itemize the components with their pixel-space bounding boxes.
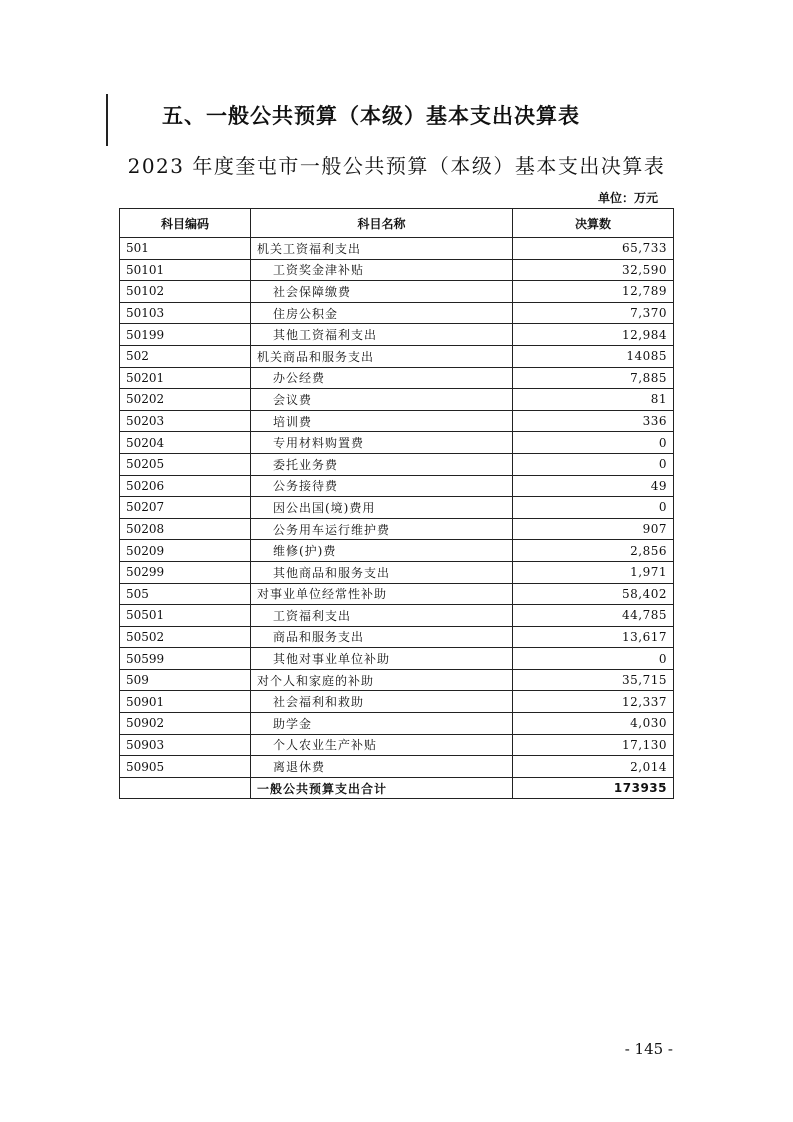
row-name: 维修(护)费: [251, 540, 513, 562]
row-code: 50103: [120, 302, 251, 324]
header-amount: 决算数: [513, 209, 674, 238]
total-code: [120, 777, 251, 799]
row-code: 509: [120, 669, 251, 691]
row-code: 50207: [120, 497, 251, 519]
table-row: [120, 734, 674, 756]
margin-bar: [106, 94, 108, 146]
total-row: [120, 777, 674, 799]
row-amount: 12,789: [513, 281, 674, 303]
row-name: 培训费: [251, 410, 513, 432]
row-name: 委托业务费: [251, 453, 513, 475]
row-name: 其他商品和服务支出: [251, 561, 513, 583]
row-name: 离退休费: [251, 756, 513, 778]
row-name: 公务用车运行维护费: [251, 518, 513, 540]
table-row: [120, 648, 674, 670]
table-row: [120, 345, 674, 367]
table-row: [120, 453, 674, 475]
row-amount: 12,337: [513, 691, 674, 713]
row-code: 50204: [120, 432, 251, 454]
row-name: 商品和服务支出: [251, 626, 513, 648]
table-row: [120, 410, 674, 432]
table-row: [120, 259, 674, 281]
row-name: 办公经费: [251, 367, 513, 389]
row-name: 机关工资福利支出: [251, 238, 513, 260]
row-code: 502: [120, 345, 251, 367]
table-row: [120, 367, 674, 389]
row-name: 公务接待费: [251, 475, 513, 497]
table-row: [120, 324, 674, 346]
row-name: 助学金: [251, 713, 513, 735]
row-amount: 0: [513, 648, 674, 670]
row-code: 50901: [120, 691, 251, 713]
table-row: [120, 281, 674, 303]
table-row: [120, 713, 674, 735]
table-row: [120, 302, 674, 324]
row-name: 其他工资福利支出: [251, 324, 513, 346]
table-row: [120, 497, 674, 519]
row-name: 因公出国(境)费用: [251, 497, 513, 519]
row-amount: 0: [513, 497, 674, 519]
table-title: 2023 年度奎屯市一般公共预算（本级）基本支出决算表: [127, 154, 666, 178]
row-code: 50299: [120, 561, 251, 583]
table-row: [120, 238, 674, 260]
table-header-row: [120, 209, 674, 238]
row-name: 对个人和家庭的补助: [251, 669, 513, 691]
row-amount: 0: [513, 432, 674, 454]
table-row: [120, 756, 674, 778]
row-amount: 1,971: [513, 561, 674, 583]
row-amount: 2,856: [513, 540, 674, 562]
page-number: - 145 -: [624, 1040, 673, 1058]
row-name: 住房公积金: [251, 302, 513, 324]
table-body: [120, 238, 674, 778]
section-heading: 五、一般公共预算（本级）基本支出决算表: [162, 104, 580, 128]
header-code: 科目编码: [120, 209, 251, 238]
row-amount: 35,715: [513, 669, 674, 691]
table-row: [120, 389, 674, 411]
row-code: 50102: [120, 281, 251, 303]
table-row: [120, 432, 674, 454]
budget-table: [119, 208, 674, 799]
row-amount: 336: [513, 410, 674, 432]
row-amount: 12,984: [513, 324, 674, 346]
row-amount: 65,733: [513, 238, 674, 260]
row-amount: 58,402: [513, 583, 674, 605]
header-name: 科目名称: [251, 209, 513, 238]
row-amount: 13,617: [513, 626, 674, 648]
row-code: 501: [120, 238, 251, 260]
unit-label: 单位：万元: [597, 191, 658, 205]
table-row: [120, 583, 674, 605]
row-amount: 49: [513, 475, 674, 497]
row-code: 50203: [120, 410, 251, 432]
row-code: 50205: [120, 453, 251, 475]
table-row: [120, 626, 674, 648]
row-code: 50501: [120, 605, 251, 627]
row-code: 50202: [120, 389, 251, 411]
table-row: [120, 540, 674, 562]
row-name: 机关商品和服务支出: [251, 345, 513, 367]
row-amount: 44,785: [513, 605, 674, 627]
row-amount: 17,130: [513, 734, 674, 756]
row-code: 50208: [120, 518, 251, 540]
row-amount: 0: [513, 453, 674, 475]
row-amount: 81: [513, 389, 674, 411]
row-name: 社会福利和救助: [251, 691, 513, 713]
row-code: 50206: [120, 475, 251, 497]
row-code: 50199: [120, 324, 251, 346]
row-name: 社会保障缴费: [251, 281, 513, 303]
row-name: 会议费: [251, 389, 513, 411]
row-code: 50599: [120, 648, 251, 670]
row-amount: 2,014: [513, 756, 674, 778]
row-code: 50201: [120, 367, 251, 389]
table-row: [120, 518, 674, 540]
row-name: 其他对事业单位补助: [251, 648, 513, 670]
row-amount: 14085: [513, 345, 674, 367]
row-name: 对事业单位经常性补助: [251, 583, 513, 605]
row-name: 工资奖金津补贴: [251, 259, 513, 281]
row-amount: 7,370: [513, 302, 674, 324]
table-row: [120, 475, 674, 497]
row-code: 50903: [120, 734, 251, 756]
row-amount: 7,885: [513, 367, 674, 389]
row-code: 505: [120, 583, 251, 605]
row-code: 50209: [120, 540, 251, 562]
row-name: 个人农业生产补贴: [251, 734, 513, 756]
table-row: [120, 561, 674, 583]
table-row: [120, 669, 674, 691]
row-name: 专用材料购置费: [251, 432, 513, 454]
row-amount: 4,030: [513, 713, 674, 735]
row-amount: 907: [513, 518, 674, 540]
row-code: 50502: [120, 626, 251, 648]
table-row: [120, 691, 674, 713]
row-code: 50902: [120, 713, 251, 735]
total-amount: 173935: [513, 777, 674, 799]
row-code: 50905: [120, 756, 251, 778]
row-name: 工资福利支出: [251, 605, 513, 627]
row-code: 50101: [120, 259, 251, 281]
total-name: 一般公共预算支出合计: [251, 777, 513, 799]
row-amount: 32,590: [513, 259, 674, 281]
table-row: [120, 605, 674, 627]
